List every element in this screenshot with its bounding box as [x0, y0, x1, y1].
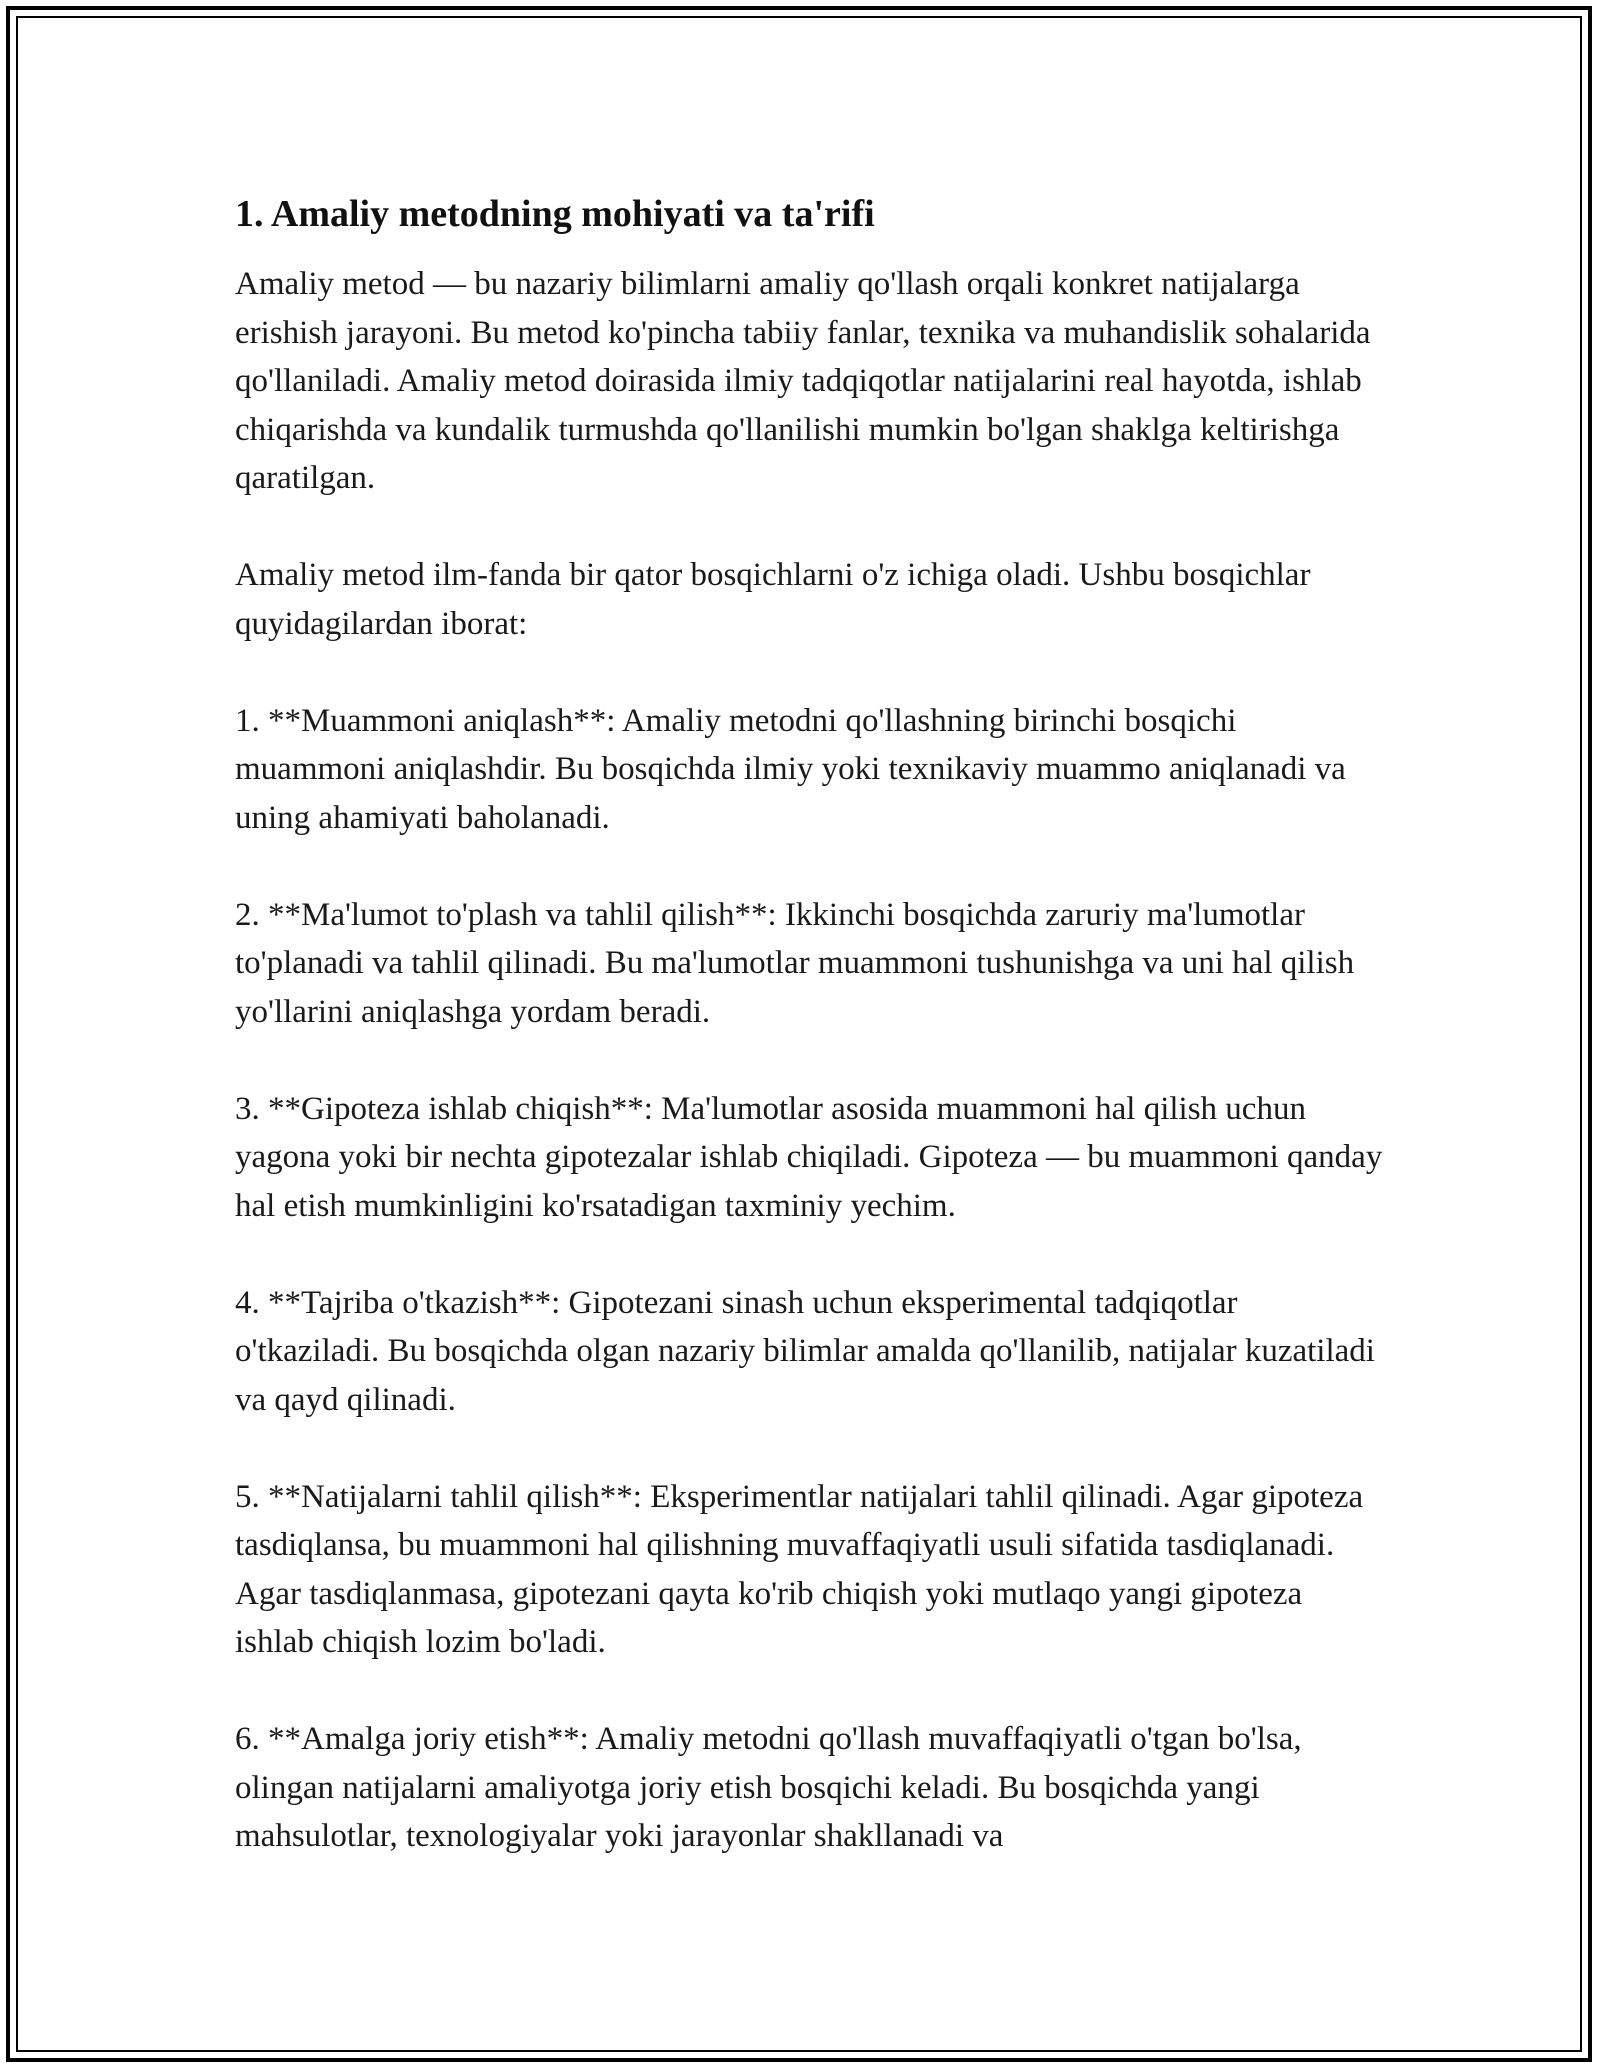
stage-5-paragraph: 5. **Natijalarni tahlil qilish**: Eksperimentlar natijalari tahlil qilinadi. Agar gipoteza tasdiqlansa, bu muammoni hal qilishning muvaffaqiyatli usuli sifatida tasdiqlanadi. Agar tasdiqlanmasa, gipotezani qayta ko'rib chiqish yoki mutlaqo yangi gipoteza ishlab chiqish lozim bo'ladi.	[235, 1478, 1364, 1660]
document-body	[235, 186, 1385, 1861]
stage-2-paragraph: 2. **Ma'lumot to'plash va tahlil qilish**: Ikkinchi bosqichda zaruriy ma'lumotlar to'planadi va tahlil qilinadi. Bu ma'lumotlar muammoni tushunishga va uni hal qilish yo'llarini aniqlashga yordam beradi.	[235, 896, 1355, 1030]
stage-1-paragraph: 1. **Muammoni aniqlash**: Amaliy metodni qo'llashning birinchi bosqichi muammoni aniqlashdir. Bu bosqichda ilmiy yoki texnikaviy muammo aniqlanadi va uning ahamiyati baholanadi.	[235, 702, 1346, 836]
paragraph-stages-intro: Amaliy metod ilm-fanda bir qator bosqichlarni o'z ichiga oladi. Ushbu bosqichlar quyidagilardan iborat:	[235, 557, 1311, 642]
stage-6-paragraph: 6. **Amalga joriy etish**: Amaliy metodni qo'llash muvaffaqiyatli o'tgan bo'lsa, olingan natijalarni amaliyotga joriy etish bosqichi keladi. Bu bosqichda yangi mahsulotlar, texnologiyalar yoki jarayonlar shakllanadi va	[235, 1721, 1302, 1854]
stage-4-paragraph: 4. **Tajriba o'tkazish**: Gipotezani sinash uchun eksperimental tadqiqotlar o'tkaziladi. Bu bosqichda olgan nazariy bilimlar amalda qo'llanilib, natijalar kuzatiladi va qayd qilinadi.	[235, 1284, 1375, 1418]
paragraph-intro: Amaliy metod — bu nazariy bilimlarni amaliy qo'llash orqali konkret natijalarga erishish jarayoni. Bu metod ko'pincha tabiiy fanlar, texnika va muhandislik sohalarida qo'llaniladi. Amaliy metod doirasida ilmiy tadqiqotlar natijalarini real hayotda, ishlab chiqarishda va kundalik turmushda qo'llanilishi mumkin bo'lgan shaklga keltirishga qaratilgan.	[235, 266, 1371, 496]
section-heading: 1. Amaliy metodning mohiyati va ta'rifi	[235, 193, 875, 235]
stage-3-paragraph: 3. **Gipoteza ishlab chiqish**: Ma'lumotlar asosida muammoni hal qilish uchun yagona yoki bir nechta gipotezalar ishlab chiqiladi. Gipoteza — bu muammoni qanday hal etish mumkinligini ko'rsatadigan taxminiy yechim.	[235, 1090, 1383, 1224]
